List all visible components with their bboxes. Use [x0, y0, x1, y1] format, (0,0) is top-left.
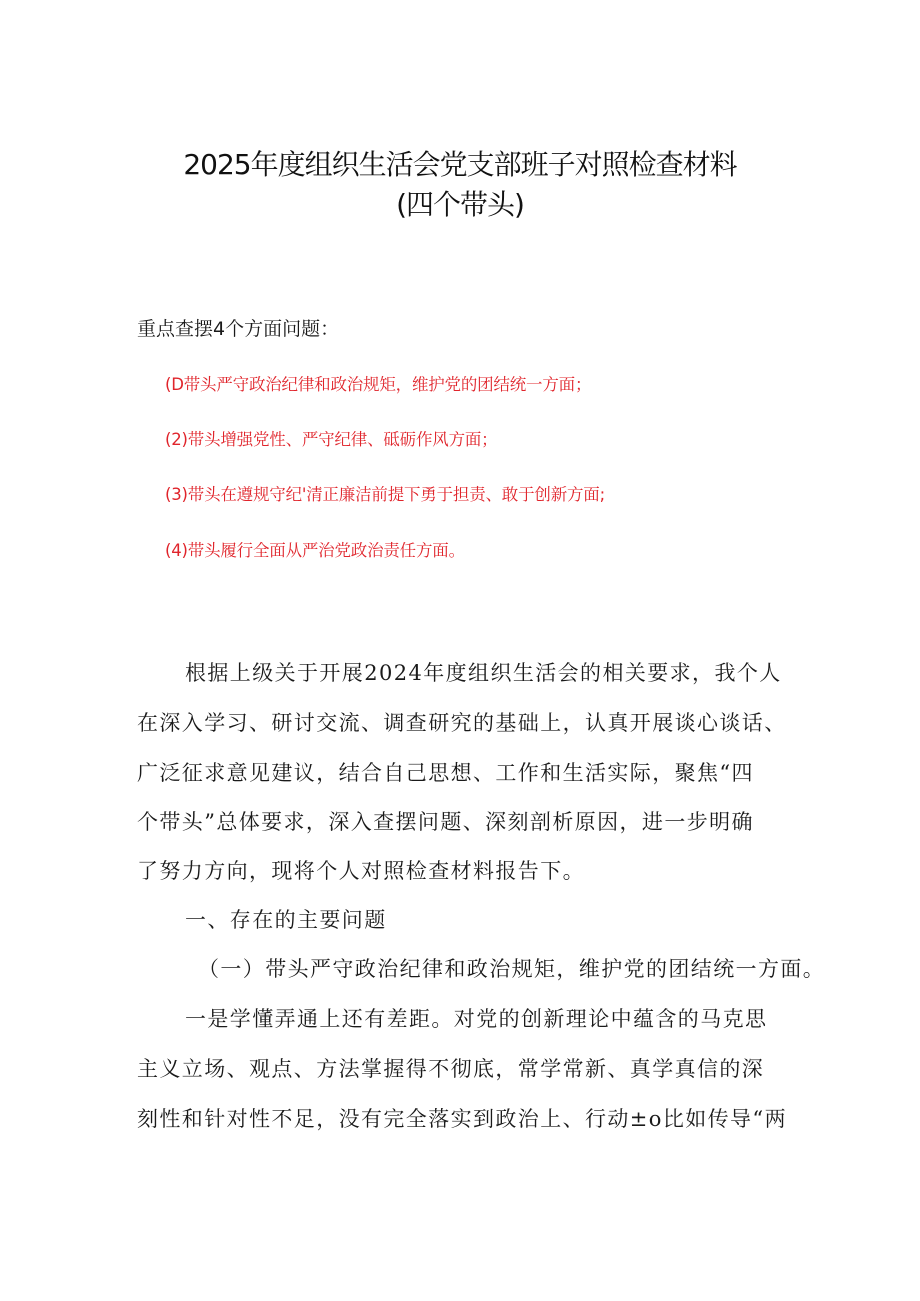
focus-item-1: (D带头严守政治纪律和政治规矩，维护党的团结统一方面；	[165, 375, 592, 394]
focus-item-2: (2)带头增强党性、严守纪律、砥砺作风方面；	[165, 430, 498, 449]
body-paragraph-line: 刻性和针对性不足，没有完全落实到政治上、行动±o比如传导“两	[137, 1107, 787, 1131]
body-paragraph-line: 主义立场、观点、方法掌握得不彻底，常学常新、真学真信的深	[137, 1057, 765, 1081]
body-paragraph-line: 广泛征求意见建议，结合自己思想、工作和生活实际，聚焦“四	[137, 761, 754, 785]
document-subtitle: (四个带头)	[396, 188, 524, 221]
body-paragraph-line: 个带头”总体要求，深入查摆问题、深刻剖析原因，进一步明确	[137, 810, 754, 834]
focus-item-4: (4)带头履行全面从严治党政治责任方面。	[165, 541, 465, 560]
focus-heading: 重点查摆4个方面问题：	[137, 318, 340, 340]
body-paragraph-line: 在深入学习、研讨交流、调查研究的基础上，认真开展谈心谈话、	[137, 711, 787, 735]
body-paragraph-line: 根据上级关于开展2024年度组织生活会的相关要求，我个人	[185, 661, 782, 685]
section-heading: 一、存在的主要问题	[185, 908, 387, 932]
subsection-heading: （一）带头严守政治纪律和政治规矩，维护党的团结统一方面。	[198, 957, 826, 981]
document-title: 2025年度组织生活会党支部班子对照检查材料	[183, 148, 737, 181]
body-paragraph-line: 一是学懂弄通上还有差距。对党的创新理论中蕴含的马克思	[185, 1007, 768, 1031]
body-paragraph-line: 了努力方向，现将个人对照检查材料报告下。	[137, 859, 585, 883]
focus-item-3: (3)带头在遵规守纪'清正廉洁前提下勇于担责、敢于创新方面;	[165, 485, 605, 504]
